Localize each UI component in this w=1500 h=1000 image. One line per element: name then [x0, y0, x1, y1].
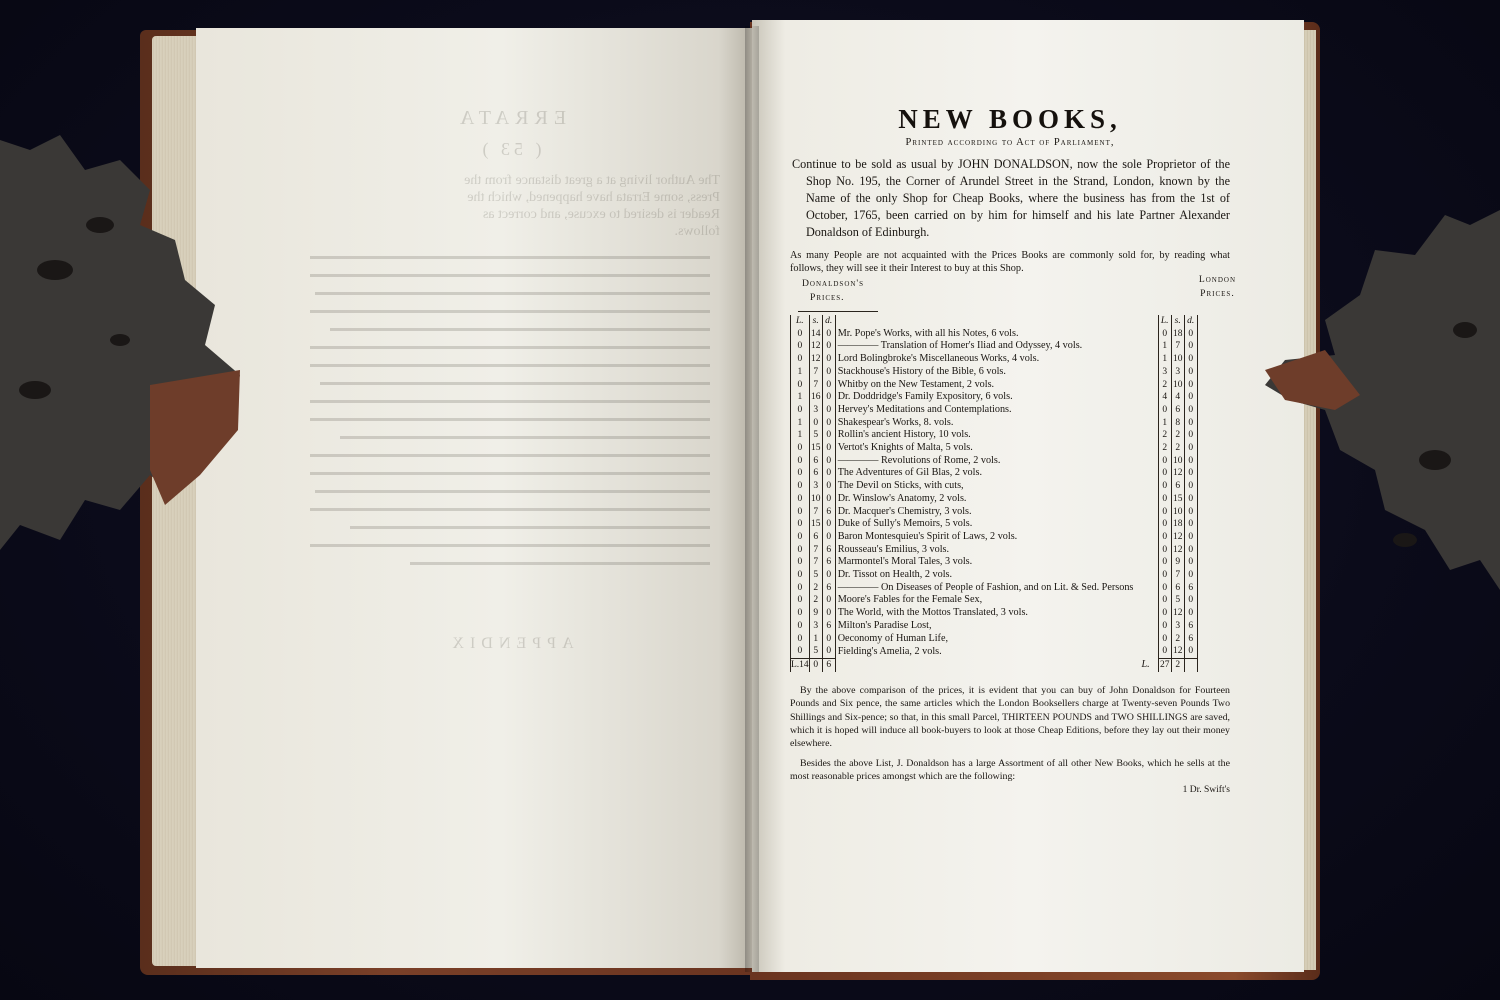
book-title: The Adventures of Gil Blas, 2 vols. [837, 467, 982, 479]
total-left-pounds: L.14 [791, 659, 809, 670]
donaldson-pounds: 1 [791, 429, 810, 442]
unit-label: L. [791, 315, 810, 328]
unit-label: s. [809, 315, 822, 328]
donaldson-pence: 0 [822, 569, 835, 582]
book-price-row [791, 607, 1198, 620]
london-pounds: 4 [1158, 391, 1171, 404]
donaldson-pounds: 0 [791, 518, 810, 531]
donaldson-pounds: 0 [791, 607, 810, 620]
london-pence: 0 [1184, 531, 1197, 544]
book-title: Mr. Pope's Works, with all his Notes, 6 vols. [837, 327, 1019, 339]
total-right-pence [1184, 658, 1197, 671]
total-label: L. [1141, 658, 1150, 670]
header-rule [798, 311, 878, 312]
right-metal-clip [1265, 210, 1500, 590]
donaldson-shillings: 6 [809, 531, 822, 544]
price-comparison-table [790, 315, 1198, 672]
london-pence: 0 [1184, 594, 1197, 607]
donaldson-shillings: 0 [809, 417, 822, 430]
price-table-body [791, 315, 1198, 658]
donaldson-pounds: 0 [791, 467, 810, 480]
donaldson-shillings: 5 [809, 569, 822, 582]
london-pounds: 0 [1158, 607, 1171, 620]
total-right-shillings: 2 [1171, 658, 1184, 671]
london-pounds: 2 [1158, 379, 1171, 392]
london-pounds: 0 [1158, 404, 1171, 417]
price-column-headers [790, 274, 1236, 311]
book-title: Moore's Fables for the Female Sex, [837, 594, 983, 606]
donaldson-pounds: 0 [791, 404, 810, 417]
london-shillings: 12 [1172, 531, 1183, 542]
london-shillings: 12 [1172, 608, 1183, 619]
blank-cell [835, 315, 1158, 328]
book-title: Dr. Macquer's Chemistry, 3 vols. [837, 505, 972, 517]
donaldson-pounds: 0 [791, 379, 810, 392]
london-pounds: 1 [1158, 340, 1171, 353]
book-title: Dr. Tissot on Health, 2 vols. [837, 569, 953, 581]
donaldson-pence: 0 [822, 404, 835, 417]
unit-label: d. [1184, 315, 1197, 328]
london-pounds: 3 [1158, 366, 1171, 379]
book-price-row [791, 556, 1198, 569]
donaldson-shillings: 14 [810, 328, 821, 339]
header-line: Donaldson's [802, 278, 865, 289]
left-page-show-through [300, 107, 720, 730]
donaldson-pounds: 1 [791, 391, 810, 404]
assortment-paragraph: Besides the above List, J. Donaldson has a large Assortment of all other New Books, which he sells at the most reasonable prices amongst which are the following: [790, 757, 1230, 783]
london-pounds: 0 [1158, 594, 1171, 607]
book-price-row [791, 582, 1198, 595]
london-shillings: 2 [1171, 442, 1184, 455]
london-pounds: 0 [1158, 531, 1171, 544]
donaldson-pounds: 0 [791, 493, 810, 506]
donaldson-shillings: 5 [809, 645, 822, 658]
london-pounds: 0 [1158, 328, 1171, 341]
donaldson-pence: 6 [822, 506, 835, 519]
book-price-row [791, 569, 1198, 582]
book-title: ———— Translation of Homer's Iliad and Odyssey, 4 vols. [837, 340, 1083, 352]
book-price-row [791, 467, 1198, 480]
book-title: Milton's Paradise Lost, [837, 619, 932, 631]
donaldson-shillings: 12 [810, 354, 821, 365]
london-pence: 6 [1184, 582, 1197, 595]
donaldson-shillings: 2 [809, 594, 822, 607]
book-price-row [791, 518, 1198, 531]
book-price-row [791, 455, 1198, 468]
donaldson-pounds: 0 [791, 594, 810, 607]
london-shillings: 18 [1172, 328, 1183, 339]
donaldson-shillings: 12 [810, 341, 821, 352]
donaldson-pounds: 0 [791, 353, 810, 366]
book-title: Rousseau's Emilius, 3 vols. [837, 543, 950, 555]
donaldson-shillings: 7 [809, 544, 822, 557]
book-title: Hervey's Meditations and Contemplations. [837, 403, 1012, 415]
donaldson-shillings: 7 [809, 556, 822, 569]
intro-paragraph: Continue to be sold as usual by JOHN DONALDSON, now the sole Proprietor of the Shop No. 195, the Corner of Arundel Street in the Strand, London, known by the Name of the only Shop for Cheap Books, where the business has from the 1st of October, 1765, been carried on by him for himself and his late Partner Alexander Donaldson of Edinburgh. [792, 157, 1230, 239]
book-price-row [791, 328, 1198, 341]
donaldson-pence: 0 [822, 480, 835, 493]
london-pence: 0 [1184, 569, 1197, 582]
left-metal-clip [0, 130, 245, 560]
book-title: Marmontel's Moral Tales, 3 vols. [837, 556, 973, 568]
london-pence: 0 [1184, 417, 1197, 430]
page-subtitle: Printed according to Act of Parliament, [905, 137, 1115, 148]
book-title: Oeconomy of Human Life, [837, 632, 949, 644]
donaldson-shillings: 3 [809, 480, 822, 493]
book-price-row [791, 620, 1198, 633]
book-gutter [745, 26, 759, 972]
donaldson-pounds: 0 [791, 506, 810, 519]
donaldson-pence: 0 [822, 340, 835, 353]
unit-header-row [791, 315, 1198, 328]
book-title: Stackhouse's History of the Bible, 6 vols. [837, 365, 1006, 377]
london-shillings: 15 [1172, 493, 1183, 504]
comparison-paragraph: By the above comparison of the prices, it is evident that you can buy of John Donaldson for Fourteen Pounds and Six pence, the same articles which the London Booksellers charge at Twenty-seven Pounds Two Shillings and Six-pence; so that, in this small Parcel, THIRTEEN POUNDS and TWO SHILLINGS are saved, which it is hoped will induce all book-buyers to look at those Cheap Editions, before they lay out their money elsewhere. [790, 684, 1230, 750]
donaldson-pence: 0 [822, 353, 835, 366]
london-shillings: 3 [1171, 366, 1184, 379]
london-pence: 0 [1184, 455, 1197, 468]
london-pounds: 0 [1158, 569, 1171, 582]
book-title: Shakespear's Works, 8. vols. [837, 416, 954, 428]
donaldson-pence: 0 [822, 391, 835, 404]
london-pence: 0 [1184, 506, 1197, 519]
london-pence: 0 [1184, 544, 1197, 557]
donaldson-shillings: 10 [810, 493, 821, 504]
london-pence: 0 [1184, 645, 1197, 658]
london-pence: 0 [1184, 467, 1197, 480]
ghost-line: Press, some Errata have happened, which the [467, 190, 720, 205]
book-price-row [791, 594, 1198, 607]
donaldson-shillings: 16 [810, 392, 821, 403]
london-pounds: 0 [1158, 518, 1171, 531]
header-line: Prices. [810, 292, 845, 303]
london-pounds: 0 [1158, 645, 1171, 658]
intro-paragraph-2: As many People are not acquainted with the Prices Books are commonly sold for, by reading what follows, they will see it their Interest to buy at this Shop. [790, 250, 1230, 274]
london-pounds: 0 [1158, 455, 1171, 468]
london-pence: 0 [1184, 379, 1197, 392]
donaldson-pence: 0 [822, 442, 835, 455]
donaldson-pounds: 1 [791, 417, 810, 430]
book-title: Baron Montesquieu's Spirit of Laws, 2 vols. [837, 530, 1018, 542]
london-pence: 0 [1184, 480, 1197, 493]
book-price-row [791, 417, 1198, 430]
book-price-row [791, 544, 1198, 557]
donaldson-shillings: 5 [809, 429, 822, 442]
london-shillings: 6 [1171, 480, 1184, 493]
page-title: NEW BOOKS, [898, 104, 1122, 134]
london-pence: 0 [1184, 340, 1197, 353]
london-pounds: 1 [1158, 353, 1171, 366]
ghost-line: follows. [674, 224, 720, 239]
donaldson-pounds: 0 [791, 569, 810, 582]
donaldson-pence: 0 [822, 366, 835, 379]
london-shillings: 18 [1172, 519, 1183, 530]
price-table-total [791, 658, 1198, 671]
london-shillings: 2 [1171, 429, 1184, 442]
london-shillings: 10 [1172, 455, 1183, 466]
donaldson-pence: 0 [822, 607, 835, 620]
london-pounds: 0 [1158, 480, 1171, 493]
london-shillings: 12 [1172, 468, 1183, 479]
london-shillings: 6 [1171, 582, 1184, 595]
book-title: Duke of Sully's Memoirs, 5 vols. [837, 518, 973, 530]
london-shillings: 6 [1171, 404, 1184, 417]
book-price-row [791, 493, 1198, 506]
header-line: Prices. [1200, 288, 1235, 299]
london-shillings: 5 [1171, 594, 1184, 607]
book-title: The Devil on Sticks, with cuts, [837, 480, 964, 492]
london-shillings: 12 [1172, 544, 1183, 555]
london-shillings: 10 [1172, 354, 1183, 365]
london-pence: 0 [1184, 391, 1197, 404]
donaldson-pence: 0 [822, 493, 835, 506]
london-shillings: 10 [1172, 506, 1183, 517]
donaldson-pence: 0 [822, 467, 835, 480]
donaldson-pence: 0 [822, 633, 835, 646]
donaldson-shillings: 15 [810, 443, 821, 454]
london-pence: 0 [1184, 607, 1197, 620]
book-title: Whitby on the New Testament, 2 vols. [837, 378, 995, 390]
donaldson-pounds: 0 [791, 328, 810, 341]
donaldson-pounds: 0 [791, 633, 810, 646]
ghost-line: Reader is desired to excuse, and correct as [482, 207, 720, 222]
book-title: ———— Revolutions of Rome, 2 vols. [837, 454, 1001, 466]
london-shillings: 3 [1171, 620, 1184, 633]
london-pounds: 0 [1158, 633, 1171, 646]
book-price-row [791, 391, 1198, 404]
book-price-row [791, 366, 1198, 379]
donaldson-pence: 6 [822, 544, 835, 557]
london-shillings: 12 [1171, 645, 1184, 658]
donaldson-pence: 6 [822, 556, 835, 569]
donaldson-pence: 0 [822, 455, 835, 468]
london-pence: 0 [1184, 493, 1197, 506]
london-prices-header [1199, 273, 1236, 301]
book-price-row [791, 480, 1198, 493]
total-row [791, 658, 1198, 671]
ghost-section-heading: APPENDIX [446, 635, 574, 652]
london-shillings: 10 [1172, 379, 1183, 390]
book-price-row [791, 442, 1198, 455]
london-pounds: 0 [1158, 620, 1171, 633]
donaldson-shillings: 1 [809, 633, 822, 646]
london-pence: 6 [1184, 620, 1197, 633]
donaldson-pence: 6 [822, 582, 835, 595]
unit-label: L. [1158, 315, 1171, 328]
london-pence: 0 [1184, 366, 1197, 379]
donaldson-pounds: 0 [791, 544, 810, 557]
header-line: London [1198, 274, 1236, 285]
book-price-row [791, 633, 1198, 646]
donaldson-pence: 0 [822, 645, 835, 658]
donaldson-pence: 0 [822, 518, 835, 531]
book-price-row [791, 645, 1198, 658]
right-page-content [790, 100, 1236, 797]
donaldson-shillings: 2 [809, 582, 822, 595]
ghost-text-block [300, 172, 720, 240]
total-left-pence: 6 [822, 658, 835, 671]
london-pounds: 1 [1158, 417, 1171, 430]
london-pounds: 0 [1158, 506, 1171, 519]
donaldson-pounds: 0 [791, 442, 810, 455]
donaldson-pence: 0 [822, 417, 835, 430]
london-shillings: 2 [1171, 633, 1184, 646]
ghost-title: ERRATA [453, 107, 567, 129]
donaldson-pounds: 1 [791, 366, 810, 379]
london-pence: 0 [1184, 328, 1197, 341]
london-shillings: 7 [1171, 340, 1184, 353]
book-price-row [791, 429, 1198, 442]
book-title: The World, with the Mottos Translated, 3 vols. [837, 607, 1028, 619]
london-shillings: 4 [1171, 391, 1184, 404]
london-pounds: 2 [1158, 429, 1171, 442]
book-title: Lord Bolingbroke's Miscellaneous Works, 4 vols. [837, 353, 1040, 365]
donaldson-shillings: 7 [809, 506, 822, 519]
book-price-row [791, 404, 1198, 417]
unit-label: s. [1171, 315, 1184, 328]
ghost-text-lines [300, 250, 720, 630]
donaldson-prices-header [802, 277, 864, 305]
unit-label: d. [822, 315, 835, 328]
donaldson-pounds: 0 [791, 340, 810, 353]
book-title: Fielding's Amelia, 2 vols. [837, 645, 942, 657]
london-shillings: 8 [1171, 417, 1184, 430]
book-title: ———— On Diseases of People of Fashion, and on Lit. & Sed. Persons [837, 581, 1134, 593]
donaldson-shillings: 6 [809, 467, 822, 480]
donaldson-pence: 0 [822, 594, 835, 607]
book-title: Dr. Doddridge's Family Expository, 6 vols. [837, 391, 1013, 403]
donaldson-pence: 0 [822, 379, 835, 392]
london-pounds: 0 [1158, 556, 1171, 569]
donaldson-pounds: 0 [791, 556, 810, 569]
donaldson-pounds: 0 [791, 582, 810, 595]
ghost-page-number: ( 53 ) [478, 139, 542, 159]
closing-text [790, 684, 1230, 797]
book-price-row [791, 353, 1198, 366]
book-price-row [791, 506, 1198, 519]
book-price-row [791, 379, 1198, 392]
london-pence: 0 [1184, 518, 1197, 531]
donaldson-pence: 6 [822, 620, 835, 633]
catchword: 1 Dr. Swift's [1182, 784, 1230, 795]
donaldson-pounds: 0 [791, 480, 810, 493]
donaldson-pounds: 0 [791, 455, 810, 468]
donaldson-pence: 0 [822, 328, 835, 341]
london-pence: 0 [1184, 404, 1197, 417]
book-price-row [791, 340, 1198, 353]
donaldson-shillings: 6 [809, 455, 822, 468]
london-pounds: 2 [1158, 442, 1171, 455]
ghost-line: The Author living at a great distance from the [464, 173, 720, 188]
london-pence: 6 [1184, 633, 1197, 646]
london-pounds: 0 [1158, 493, 1171, 506]
book-title: Dr. Winslow's Anatomy, 2 vols. [837, 492, 967, 504]
donaldson-shillings: 7 [809, 379, 822, 392]
donaldson-pounds: 0 [791, 620, 810, 633]
london-pounds: 0 [1158, 544, 1171, 557]
donaldson-pence: 0 [822, 429, 835, 442]
london-pence: 0 [1184, 442, 1197, 455]
london-pounds: 0 [1158, 582, 1171, 595]
donaldson-shillings: 3 [809, 620, 822, 633]
donaldson-pence: 0 [822, 531, 835, 544]
book-title: Rollin's ancient History, 10 vols. [837, 429, 971, 441]
donaldson-pounds: 0 [791, 645, 810, 658]
london-pence: 0 [1184, 353, 1197, 366]
donaldson-shillings: 3 [809, 404, 822, 417]
total-right-pounds: 27 [1159, 659, 1170, 670]
donaldson-pounds: 0 [791, 531, 810, 544]
book-title: Vertot's Knights of Malta, 5 vols. [837, 442, 973, 454]
donaldson-shillings: 15 [810, 519, 821, 530]
donaldson-shillings: 9 [809, 607, 822, 620]
london-pounds: 0 [1158, 467, 1171, 480]
london-pence: 0 [1184, 429, 1197, 442]
donaldson-shillings: 7 [809, 366, 822, 379]
london-shillings: 9 [1171, 556, 1184, 569]
london-pence: 0 [1184, 556, 1197, 569]
london-shillings: 7 [1171, 569, 1184, 582]
total-left-shillings: 0 [809, 658, 822, 671]
book-price-row [791, 531, 1198, 544]
